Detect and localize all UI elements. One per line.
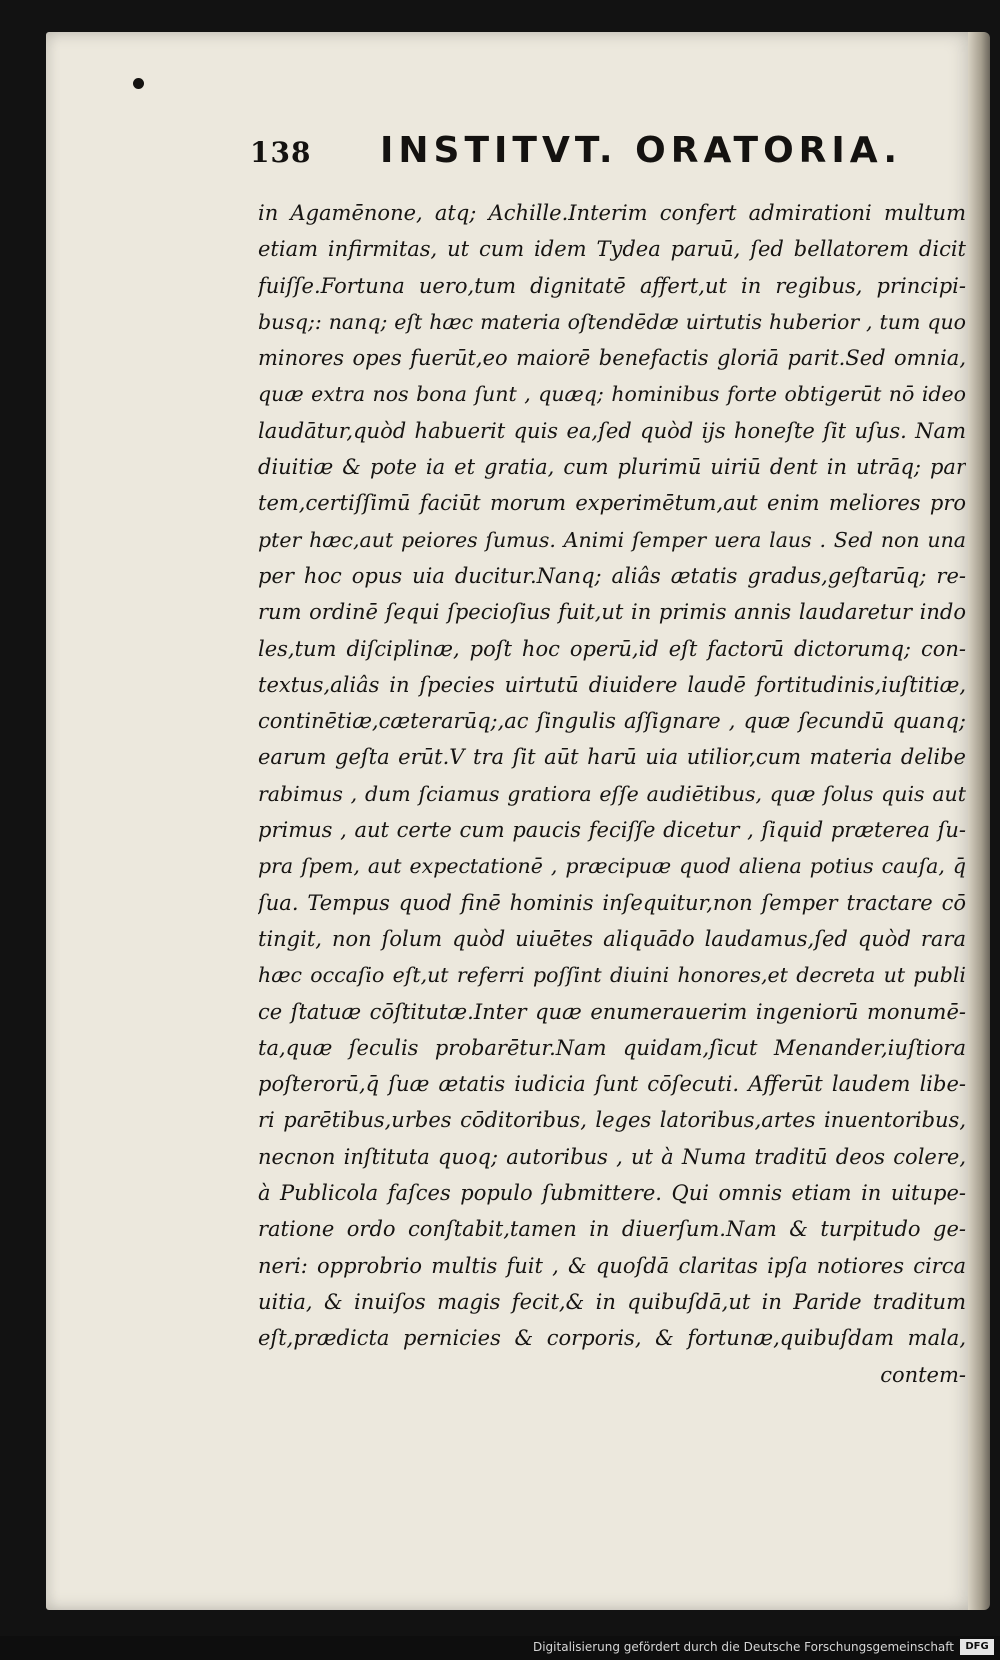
text-line: hæc occaſio eſt,ut referri poſſint diuini honores,et decreta ut publi — [258, 963, 966, 988]
text-line: diuitiæ & pote ia et gratia, cum plurimū uiriū dent in utrāq; par — [258, 455, 966, 480]
text-line: necnon inſtituta quoq; autoribus , ut à Numa traditū deos colere, — [258, 1144, 966, 1169]
text-line: poſterorū,q̄ ſuæ ætatis iudicia ſunt cōſecuti. Afferūt laudem libe- — [258, 1072, 966, 1097]
running-title: INSTITVT. ORATORIA. — [380, 130, 902, 171]
page-number: 138 — [250, 136, 312, 169]
digitization-footer — [0, 1636, 1000, 1660]
running-head — [250, 130, 966, 180]
funding-credit: Digitalisierung gefördert durch die Deutsche Forschungsgemeinschaft — [532, 1640, 954, 1654]
text-line: fuiſſe.Fortuna uero,tum dignitatē affert,ut in regibus, principi- — [258, 273, 966, 298]
text-line: rabimus , dum ſciamus gratiora eſſe audiētibus, quæ ſolus quis aut — [258, 781, 966, 806]
text-line: continētiæ,cæterarūq;,ac ſingulis aſſignare , quæ ſecundū quanq; — [258, 709, 966, 734]
text-line: in Agamēnone, atq; Achille.Interim confert admirationi multum — [258, 201, 966, 225]
text-line: uitia, & inuiſos magis fecit,& in quibuſdā,ut in Paride traditum — [258, 1289, 966, 1314]
text-line: contem- — [880, 1362, 966, 1387]
text-line: neri: opprobrio multis fuit , & quoſdā claritas ipſa notiores circa — [258, 1253, 966, 1278]
body-text — [258, 195, 966, 1393]
text-line: à Publicola faſces populo ſubmittere. Qui omnis etiam in uitupe- — [258, 1181, 966, 1206]
text-line: tingit, non ſolum quòd uiuētes aliquādo laudamus,ſed quòd rara — [258, 926, 966, 951]
text-line: minores opes fuerūt,eo maiorē benefactis gloriā parit.Sed omnia, — [258, 346, 966, 371]
ink-spot — [133, 78, 144, 89]
text-line: rum ordinē ſequi ſpecioſius fuit,ut in primis annis laudaretur indo — [258, 600, 966, 625]
text-line: ſua. Tempus quod finē hominis inſequitur,non ſemper tractare cō — [258, 890, 966, 915]
text-line: earum geſta erūt.V tra ſit aūt harū uia utilior,cum materia delibe — [258, 745, 966, 770]
text-line: les,tum diſciplinæ, poſt hoc operū,id eſt factorū dictorumq; con- — [258, 636, 966, 661]
dfg-logo: DFG — [960, 1639, 994, 1655]
text-line: textus,aliâs in ſpecies uirtutū diuidere laudē fortitudinis,iuſtitiæ, — [258, 672, 966, 697]
text-line: pra ſpem, aut expectationē , præcipuæ quod aliena potius cauſa, q̄ — [258, 854, 966, 879]
text-line: ce ſtatuæ cōſtitutæ.Inter quæ enumerauerim ingeniorū monumē- — [258, 999, 966, 1024]
text-line: ratione ordo conſtabit,tamen in diuerſum.Nam & turpitudo ge- — [258, 1217, 966, 1242]
text-line: pter hæc,aut peiores ſumus. Animi ſemper uera laus . Sed non una — [258, 527, 966, 552]
text-line: tem,certiſſimū faciūt morum experimētum,aut enim meliores pro — [258, 491, 966, 516]
text-line: laudātur,quòd habuerit quis ea,ſed quòd ijs honeſte ſit uſus. Nam — [258, 418, 966, 443]
text-line: primus , aut certe cum paucis feciſſe dicetur , ſiquid præterea ſu- — [258, 818, 966, 843]
text-line: etiam infirmitas, ut cum idem Tydea paruū, ſed bellatorem dicit — [258, 237, 966, 262]
text-line: ri parētibus,urbes cōditoribus, leges latoribus,artes inuentoribus, — [258, 1108, 966, 1133]
text-line: busq;: nanq; eſt hæc materia oſtendēdæ uirtutis huberior , tum quo — [258, 309, 966, 334]
page-edge — [968, 32, 990, 1610]
text-line: quæ extra nos bona ſunt , quæq; hominibus forte obtigerūt nō ideo — [258, 382, 966, 407]
text-line: ta,quæ ſeculis probarētur.Nam quidam,ſicut Menander,iuſtiora — [258, 1035, 966, 1060]
text-line: eſt,prædicta pernicies & corporis, & fortunæ,quibuſdam mala, — [258, 1326, 966, 1351]
text-line: per hoc opus uia ducitur.Nanq; aliâs ætatis gradus,geſtarūq; re- — [258, 563, 966, 588]
